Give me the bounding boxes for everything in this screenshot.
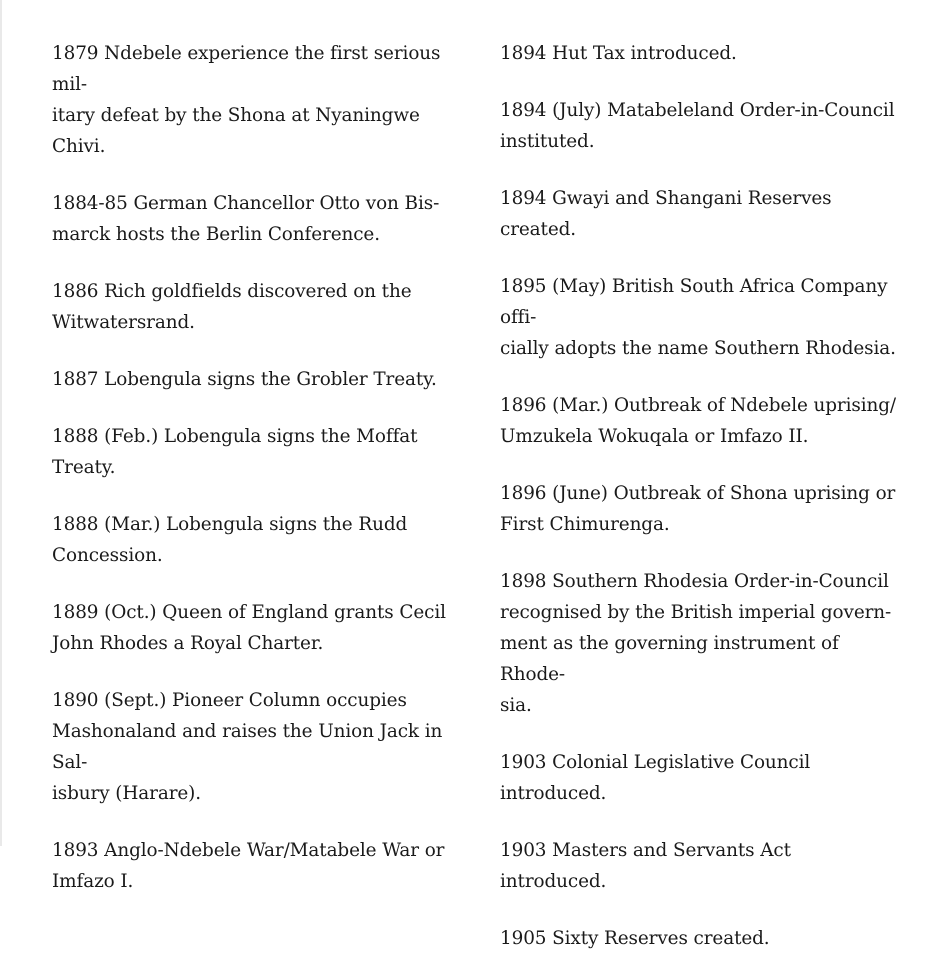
timeline-entry-1893: 1893 Anglo-Ndebele War/Matabele War or Imfazo I. — [52, 840, 445, 892]
timeline-entry-1884-85: 1884-85 German Chancellor Otto von Bis- marck hosts the Berlin Conference. — [52, 193, 440, 245]
timeline-entry-1894-hut-tax: 1894 Hut Tax introduced. — [500, 43, 737, 64]
timeline-entry-1888-mar: 1888 (Mar.) Lobengula signs the Rudd Concession. — [52, 514, 408, 566]
timeline-entry-1896-mar: 1896 (Mar.) Outbreak of Ndebele uprising/ Umzukela Wokuqala or Imfazo II. — [500, 395, 897, 447]
timeline-entry-1895: 1895 (May) British South Africa Company offi- cially adopts the name Southern Rhodesia. — [500, 276, 896, 359]
timeline-page — [52, 38, 902, 980]
timeline-entry-1886: 1886 Rich goldfields discovered on the Witwatersrand. — [52, 281, 412, 333]
timeline-entry-1888-feb: 1888 (Feb.) Lobengula signs the Moffat Treaty. — [52, 426, 418, 478]
page-edge-rule — [0, 0, 2, 846]
timeline-right-column — [500, 38, 902, 980]
timeline-entry-1889: 1889 (Oct.) Queen of England grants Cecil John Rhodes a Royal Charter. — [52, 602, 446, 654]
timeline-entry-1896-june: 1896 (June) Outbreak of Shona uprising or First Chimurenga. — [500, 483, 896, 535]
timeline-entry-1903-act: 1903 Masters and Servants Act introduced. — [500, 840, 791, 892]
timeline-entry-1887: 1887 Lobengula signs the Grobler Treaty. — [52, 369, 437, 390]
timeline-entry-1905: 1905 Sixty Reserves created. — [500, 928, 770, 949]
timeline-entry-1879: 1879 Ndebele experience the first serious mil- itary defeat by the Shona at Nyaningwe Chivi. — [52, 43, 441, 157]
timeline-entry-1894-july: 1894 (July) Matabeleland Order-in-Council instituted. — [500, 100, 895, 152]
timeline-entry-1890: 1890 (Sept.) Pioneer Column occupies Mashonaland and raises the Union Jack in Sal- isbury (Harare). — [52, 690, 443, 804]
timeline-entry-1894-reserves: 1894 Gwayi and Shangani Reserves created. — [500, 188, 832, 240]
timeline-entry-1898: 1898 Southern Rhodesia Order-in-Council recognised by the British imperial govern- ment as the governing instrument of Rhode- sia. — [500, 571, 892, 716]
timeline-entry-1903-council: 1903 Colonial Legislative Council introduced. — [500, 752, 811, 804]
timeline-left-column — [52, 38, 452, 980]
